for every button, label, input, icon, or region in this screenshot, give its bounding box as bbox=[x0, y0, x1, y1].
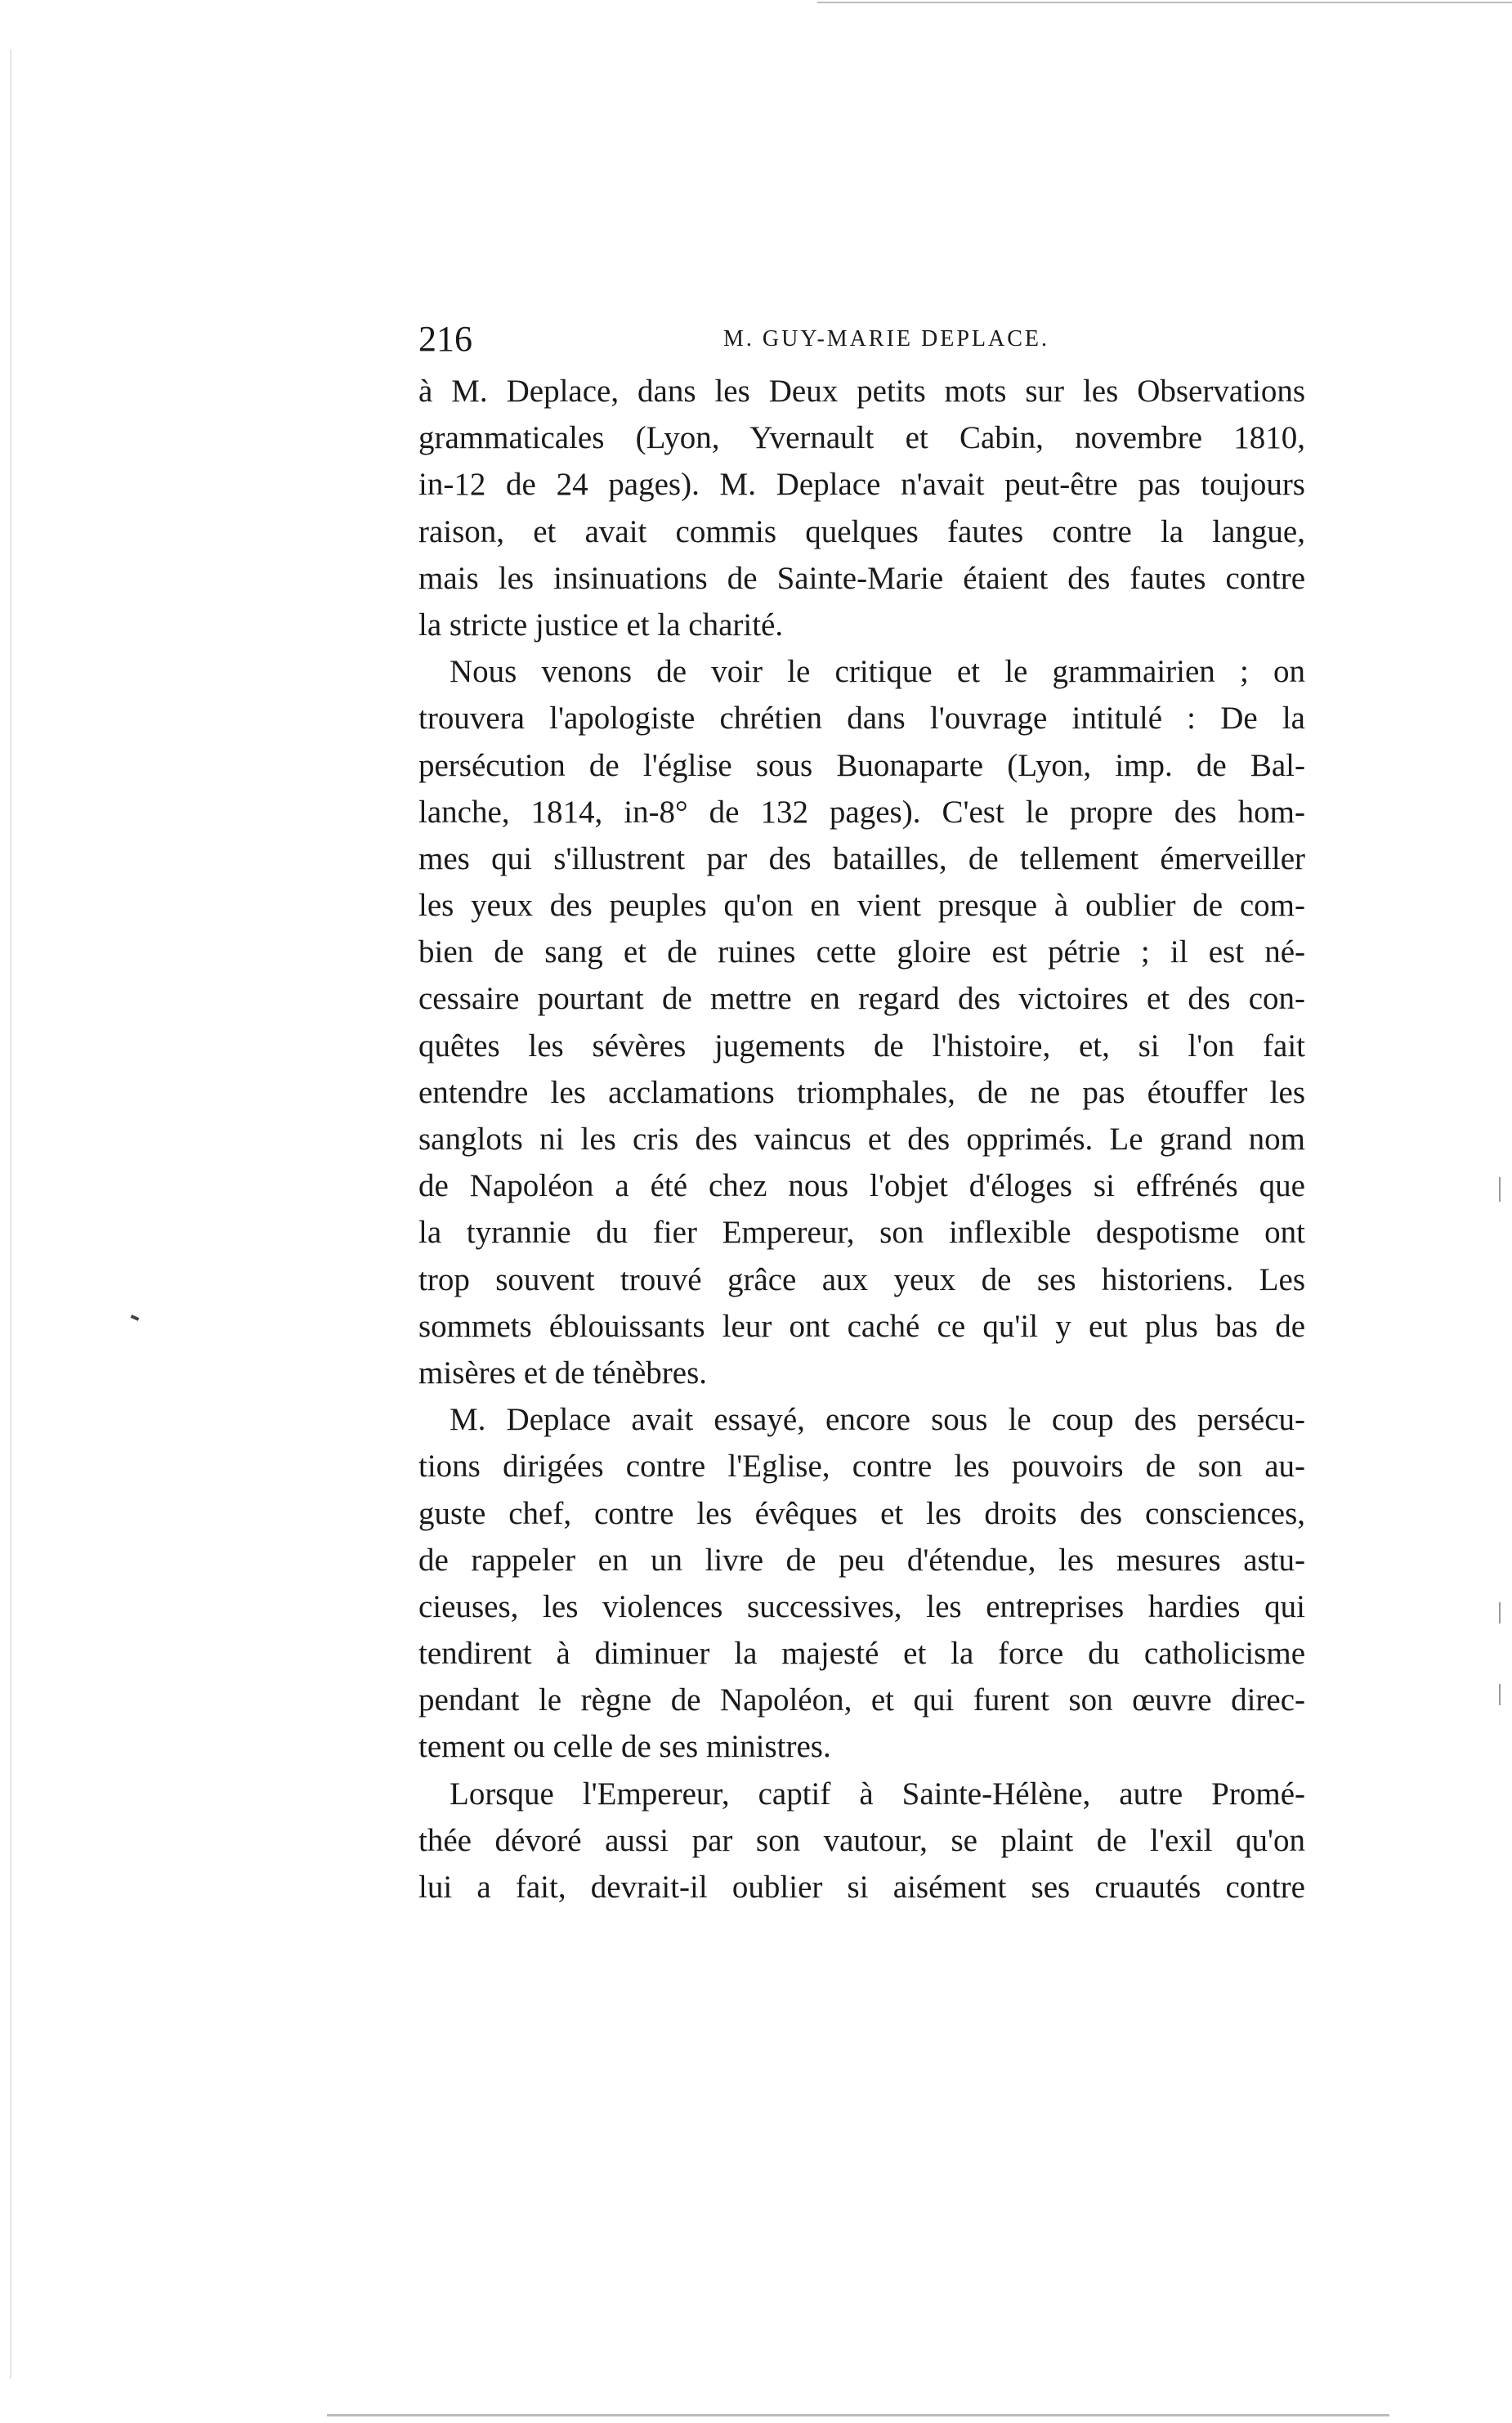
text-line: tendirent à diminuer la majesté et la force du catholicisme bbox=[418, 1636, 1305, 1672]
text-line: thée dévoré aussi par son vautour, se plaint de l'exil qu'on bbox=[418, 1822, 1305, 1858]
text-line: à M. Deplace, dans les Deux petits mots sur les Observations bbox=[418, 374, 1305, 409]
text-line: bien de sang et de ruines cette gloire est pétrie ; il est né- bbox=[418, 934, 1305, 970]
text-line: mais les insinuations de Sainte-Marie étaient des fautes contre bbox=[418, 560, 1305, 596]
text-line: lanche, 1814, in-8° de 132 pages). C'est le propre des hom- bbox=[418, 794, 1305, 830]
text-line: Nous venons de voir le critique et le grammairien ; on bbox=[450, 654, 1305, 690]
page-header bbox=[418, 315, 1305, 364]
text-line: cieuses, les violences successives, les entreprises hardies qui bbox=[418, 1588, 1305, 1624]
text-line: tement ou celle de ses ministres. bbox=[418, 1729, 831, 1765]
text-line: les yeux des peuples qu'on en vient presque à oublier de com- bbox=[418, 888, 1305, 924]
text-line: persécution de l'église sous Buonaparte (Lyon, imp. de Bal- bbox=[418, 747, 1305, 783]
text-line: grammaticales (Lyon, Yvernault et Cabin, novembre 1810, bbox=[418, 420, 1305, 456]
body-text bbox=[418, 368, 1305, 1910]
text-line: de rappeler en un livre de peu d'étendue, les mesures astu- bbox=[418, 1542, 1305, 1578]
text-line: in-12 de 24 pages). M. Deplace n'avait peut-être pas toujours bbox=[418, 467, 1305, 503]
text-line: sanglots ni les cris des vaincus et des opprimés. Le grand nom bbox=[418, 1122, 1305, 1157]
text-line: mes qui s'illustrent par des batailles, de tellement émerveiller bbox=[418, 840, 1305, 876]
text-line: trop souvent trouvé grâce aux yeux de ses historiens. Les bbox=[418, 1261, 1305, 1297]
scan-edge-bottom bbox=[327, 2414, 1389, 2416]
text-line: de Napoléon a été chez nous l'objet d'éloges si effrénés que bbox=[418, 1168, 1305, 1204]
text-line: guste chef, contre les évêques et les droits des consciences, bbox=[418, 1495, 1305, 1531]
text-line: cessaire pourtant de mettre en regard des victoires et des con- bbox=[418, 981, 1305, 1017]
scan-edge-right-2 bbox=[1499, 1602, 1501, 1624]
text-line: sommets éblouissants leur ont caché ce qu'il y eut plus bas de bbox=[418, 1308, 1305, 1344]
text-line: la tyrannie du fier Empereur, son inflexible despotisme ont bbox=[418, 1215, 1305, 1251]
stray-ink-mark bbox=[131, 1315, 140, 1321]
text-line: tions dirigées contre l'Eglise, contre les pouvoirs de son au- bbox=[418, 1449, 1305, 1485]
scan-edge-right-3 bbox=[1499, 1684, 1501, 1705]
running-head: M. GUY-MARIE DEPLACE. bbox=[723, 326, 1049, 352]
text-line: lui a fait, devrait-il oublier si aisément ses cruautés contre bbox=[418, 1870, 1305, 1905]
text-line: la stricte justice et la charité. bbox=[418, 607, 784, 643]
scan-edge-top bbox=[817, 2, 1512, 3]
text-line: pendant le règne de Napoléon, et qui furent son œuvre direc- bbox=[418, 1682, 1305, 1718]
text-line: trouvera l'apologiste chrétien dans l'ouvrage intitulé : De la bbox=[418, 701, 1305, 737]
scan-edge-left bbox=[10, 49, 11, 2379]
page-number: 216 bbox=[418, 319, 472, 359]
text-line: M. Deplace avait essayé, encore sous le coup des persécu- bbox=[450, 1402, 1305, 1438]
text-line: quêtes les sévères jugements de l'histoire, et, si l'on fait bbox=[418, 1028, 1305, 1064]
text-line: entendre les acclamations triomphales, de ne pas étouffer les bbox=[418, 1074, 1305, 1110]
scan-edge-right-1 bbox=[1499, 1177, 1501, 1202]
text-line: Lorsque l'Empereur, captif à Sainte-Hélène, autre Promé- bbox=[450, 1776, 1305, 1812]
text-line: raison, et avait commis quelques fautes contre la langue, bbox=[418, 513, 1305, 549]
text-line: misères et de ténèbres. bbox=[418, 1355, 708, 1391]
